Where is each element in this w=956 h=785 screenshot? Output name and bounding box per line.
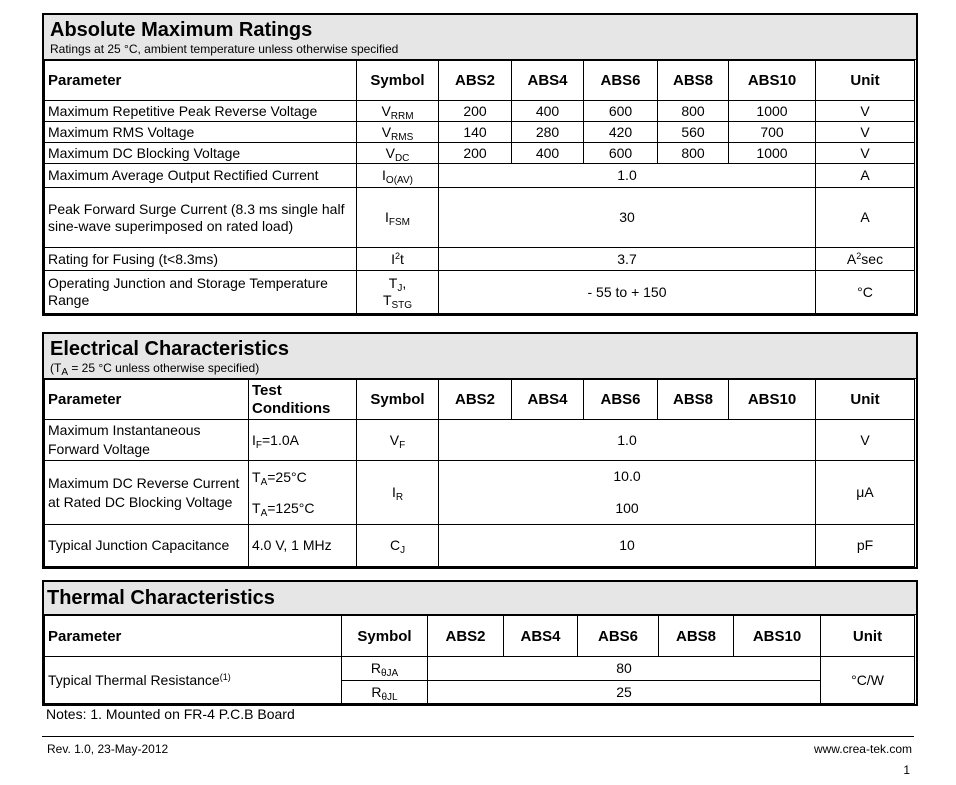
unit-text: A bbox=[846, 250, 857, 267]
unit-cell: A bbox=[816, 188, 915, 248]
ec-subtitle: ($T_A = 25$ °C unless otherwise specified) bbox=[50, 361, 260, 378]
symbol-cell: $V_F$ bbox=[357, 420, 439, 461]
param-cell: Typical Thermal Resistance$^{(1)}$ bbox=[45, 657, 342, 704]
table-row bbox=[45, 271, 915, 314]
symbol-subscript: O(AV) bbox=[385, 175, 413, 186]
symbol-text: T bbox=[382, 292, 392, 308]
value-cell: 80 bbox=[428, 657, 821, 681]
symbol-subscript: RMS bbox=[391, 131, 414, 143]
ec-table bbox=[44, 379, 915, 567]
amr-title: Absolute Maximum Ratings bbox=[50, 19, 313, 41]
table-row bbox=[45, 657, 915, 681]
value-cell: 560 bbox=[658, 122, 729, 143]
symbol-text: V bbox=[381, 123, 392, 140]
value-cell: 10 bbox=[439, 525, 816, 567]
unit-cell: V bbox=[816, 143, 915, 164]
symbol-cell: $C_J$ bbox=[357, 525, 439, 567]
table-row bbox=[45, 525, 915, 567]
value-cell: 25 bbox=[428, 681, 821, 704]
symbol-cell bbox=[357, 143, 439, 164]
unit-cell: V bbox=[816, 101, 915, 122]
value-cell: 400 bbox=[512, 101, 584, 122]
value-cell: 400 bbox=[512, 143, 584, 164]
symbol-cell bbox=[357, 188, 439, 248]
symbol-cell bbox=[357, 122, 439, 143]
table-row bbox=[45, 420, 915, 461]
amr-col-abs10: ABS10 bbox=[729, 61, 816, 101]
ec-col-abs6: ABS6 bbox=[584, 380, 658, 420]
ec-col-symbol: Symbol bbox=[357, 380, 439, 420]
value-cell: 1000 bbox=[729, 143, 816, 164]
ec-col-abs10: ABS10 bbox=[729, 380, 816, 420]
amr-col-symbol: Symbol bbox=[357, 61, 439, 101]
value-cell: 800 bbox=[658, 143, 729, 164]
symbol-text: V bbox=[385, 144, 395, 161]
value-cell: 3.7 bbox=[439, 248, 816, 271]
param-cell: Maximum Instantaneous Forward Voltage bbox=[45, 420, 249, 461]
condition-cell: 4.0 V, 1 MHz bbox=[249, 525, 357, 567]
symbol-cell bbox=[357, 271, 439, 314]
tc-table bbox=[44, 615, 915, 704]
value-cell: 140 bbox=[439, 122, 512, 143]
symbol-cell: $R_{\theta JA}$ bbox=[342, 657, 428, 681]
ec-header bbox=[44, 334, 916, 379]
symbol-cell bbox=[357, 164, 439, 188]
absolute-maximum-ratings-section bbox=[42, 13, 918, 316]
unit-cell: °C bbox=[816, 271, 915, 314]
value-cell: - 55 to + 150 bbox=[439, 271, 816, 314]
symbol-text: I bbox=[382, 167, 386, 183]
value-cell: 700 bbox=[729, 122, 816, 143]
amr-col-unit: Unit bbox=[816, 61, 915, 101]
symbol-subscript: RRM bbox=[390, 110, 414, 122]
param-cell: Maximum DC Blocking Voltage bbox=[45, 143, 357, 164]
symbol-superscript: 2 bbox=[394, 250, 400, 261]
tc-col-symbol: Symbol bbox=[342, 616, 428, 657]
value-cell: 420 bbox=[584, 122, 658, 143]
param-cell: Peak Forward Surge Current (8.3 ms single half sine-wave superimposed on rated load) bbox=[45, 188, 357, 248]
unit-cell: V bbox=[816, 122, 915, 143]
param-cell: Typical Junction Capacitance bbox=[45, 525, 249, 567]
value-cell: 30 bbox=[439, 188, 816, 248]
tc-col-abs8: ABS8 bbox=[659, 616, 734, 657]
param-cell: Rating for Fusing (t<8.3ms) bbox=[45, 248, 357, 271]
table-row bbox=[45, 248, 915, 271]
symbol-text: I bbox=[385, 209, 389, 225]
unit-cell: μA bbox=[816, 461, 915, 525]
ec-col-parameter: Parameter bbox=[45, 380, 249, 420]
table-row bbox=[45, 461, 915, 525]
footer-divider bbox=[42, 736, 914, 737]
value-cell: 280 bbox=[512, 122, 584, 143]
amr-col-parameter: Parameter bbox=[45, 61, 357, 101]
symbol-subscript: DC bbox=[394, 152, 410, 164]
table-row bbox=[45, 101, 915, 122]
value-cell: 1000 bbox=[729, 101, 816, 122]
ec-col-abs8: ABS8 bbox=[658, 380, 729, 420]
ec-col-abs4: ABS4 bbox=[512, 380, 584, 420]
unit-cell: pF bbox=[816, 525, 915, 567]
amr-col-abs4: ABS4 bbox=[512, 61, 584, 101]
param-cell: Maximum DC Reverse Current at Rated DC Blocking Voltage bbox=[45, 461, 249, 525]
tc-header-row bbox=[45, 616, 915, 657]
value-cell: 600 bbox=[584, 101, 658, 122]
ec-title: Electrical Characteristics bbox=[50, 338, 290, 360]
tc-title: Thermal Characteristics bbox=[47, 587, 275, 609]
condition-cell: $I_F=1.0A$ bbox=[249, 420, 357, 461]
symbol-cell: $R_{\theta JL}$ bbox=[342, 681, 428, 704]
revision-text: Rev. 1.0, 23-May-2012 bbox=[47, 742, 169, 756]
unit-cell: A bbox=[816, 164, 915, 188]
tc-col-abs10: ABS10 bbox=[734, 616, 821, 657]
electrical-characteristics-section bbox=[42, 332, 918, 569]
tc-col-abs4: ABS4 bbox=[504, 616, 578, 657]
table-row bbox=[45, 122, 915, 143]
param-cell: Operating Junction and Storage Temperature Range bbox=[45, 271, 357, 314]
value-cell: 600 bbox=[584, 143, 658, 164]
unit-superscript: 2 bbox=[856, 250, 862, 261]
tc-col-parameter: Parameter bbox=[45, 616, 342, 657]
ec-col-test-conditions: Test Conditions bbox=[249, 380, 357, 420]
tc-header bbox=[44, 582, 916, 615]
unit-cell: °C/W bbox=[821, 657, 915, 704]
amr-table bbox=[44, 60, 915, 314]
param-cell: Maximum Average Output Rectified Current bbox=[45, 164, 357, 188]
symbol-cell bbox=[357, 101, 439, 122]
table-row bbox=[45, 188, 915, 248]
symbol-subscript: STG bbox=[391, 300, 413, 311]
symbol-text: V bbox=[381, 102, 391, 119]
symbol-tail: , bbox=[402, 275, 407, 291]
amr-header bbox=[44, 15, 916, 60]
amr-header-row bbox=[45, 61, 915, 101]
param-cell: Maximum RMS Voltage bbox=[45, 122, 357, 143]
ec-col-unit: Unit bbox=[816, 380, 915, 420]
amr-col-abs2: ABS2 bbox=[439, 61, 512, 101]
symbol-tail: t bbox=[400, 250, 404, 267]
thermal-characteristics-section bbox=[42, 580, 918, 706]
value-cell: 10.0 100 bbox=[439, 461, 816, 525]
unit-cell: V bbox=[816, 420, 915, 461]
table-row bbox=[45, 143, 915, 164]
notes-text: Notes: 1. Mounted on FR-4 P.C.B Board bbox=[46, 706, 295, 722]
value-cell: 1.0 bbox=[439, 164, 816, 188]
condition-cell: $T_A=25^\circ C$ $T_A=125^\circ C$ bbox=[249, 461, 357, 525]
value-cell: 200 bbox=[439, 143, 512, 164]
symbol-cell bbox=[357, 248, 439, 271]
ec-header-row bbox=[45, 380, 915, 420]
amr-subtitle: Ratings at 25 °C, ambient temperature unless otherwise specified bbox=[50, 42, 399, 56]
page-number: 1 bbox=[903, 763, 910, 777]
symbol-text: I bbox=[391, 250, 395, 267]
amr-col-abs8: ABS8 bbox=[658, 61, 729, 101]
table-row bbox=[45, 164, 915, 188]
param-cell: Maximum Repetitive Peak Reverse Voltage bbox=[45, 101, 357, 122]
tc-col-abs2: ABS2 bbox=[428, 616, 504, 657]
ec-col-abs2: ABS2 bbox=[439, 380, 512, 420]
tc-col-abs6: ABS6 bbox=[578, 616, 659, 657]
tc-col-unit: Unit bbox=[821, 616, 915, 657]
website-text: www.crea-tek.com bbox=[813, 742, 912, 756]
unit-tail: sec bbox=[861, 250, 884, 267]
unit-cell bbox=[816, 248, 915, 271]
value-cell: 800 bbox=[658, 101, 729, 122]
symbol-subscript: J bbox=[397, 283, 403, 294]
value-cell: 1.0 bbox=[439, 420, 816, 461]
symbol-cell: $I_R$ bbox=[357, 461, 439, 525]
amr-col-abs6: ABS6 bbox=[584, 61, 658, 101]
symbol-text: T bbox=[388, 275, 398, 291]
symbol-subscript: FSM bbox=[388, 217, 410, 228]
value-cell: 200 bbox=[439, 101, 512, 122]
